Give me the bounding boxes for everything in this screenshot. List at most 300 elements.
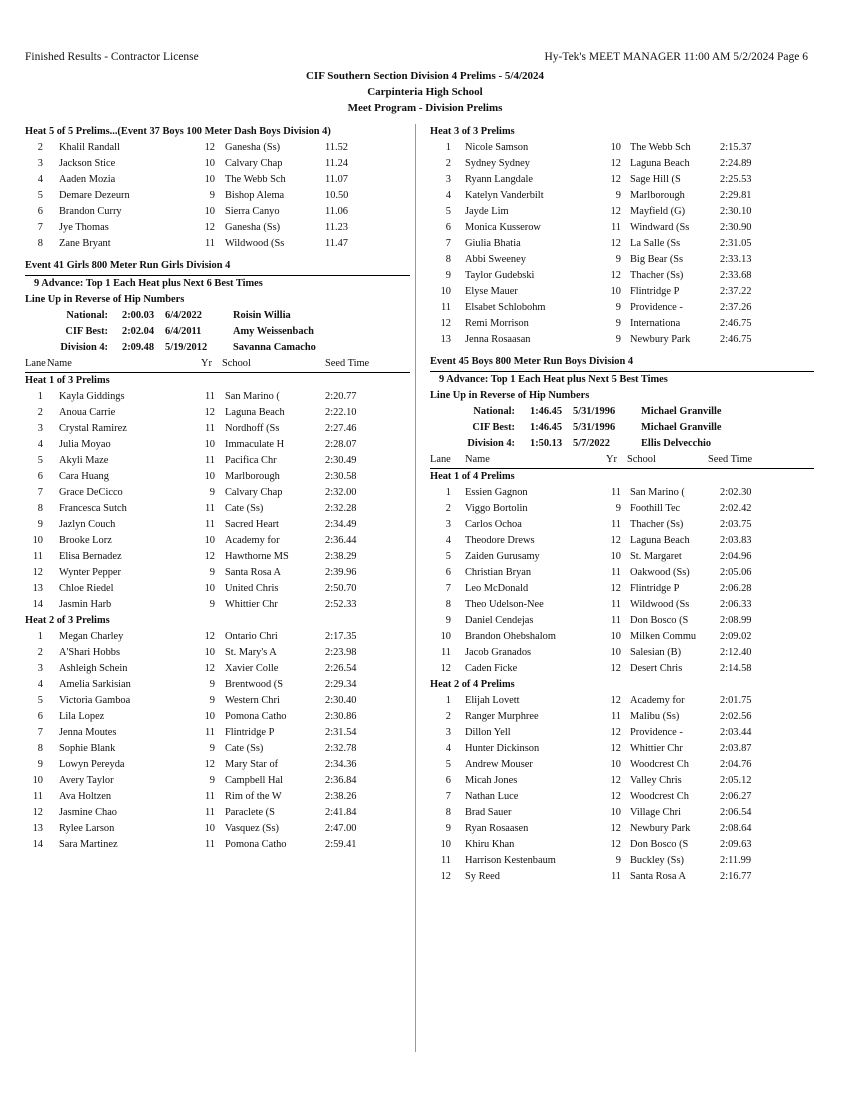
- athlete-name-cell: Viggo Bortolin: [465, 503, 528, 514]
- year-cell: 9: [209, 695, 215, 706]
- table-row: [430, 268, 814, 284]
- school-cell: Santa Rosa A: [630, 871, 686, 882]
- year-cell: 11: [610, 567, 621, 578]
- table-row: [25, 469, 410, 485]
- athlete-name-cell: Christian Bryan: [465, 567, 532, 578]
- school-cell: Don Bosco (S: [630, 615, 689, 626]
- school-cell: Ontario Chri: [225, 631, 278, 642]
- table-row: [25, 773, 410, 789]
- school-cell: Nordhoff (Ss: [225, 423, 280, 434]
- athlete-name-cell: Ryann Langdale: [465, 174, 533, 185]
- year-cell: 10: [204, 158, 215, 169]
- year-cell: 10: [204, 174, 215, 185]
- school-cell: Campbell Hal: [225, 775, 284, 786]
- year-cell: 12: [204, 759, 215, 770]
- table-row: [430, 853, 814, 869]
- athlete-name-cell: Sophie Blank: [59, 743, 116, 754]
- year-cell: 9: [615, 318, 621, 329]
- year-cell: 12: [610, 727, 621, 738]
- athlete-name-cell: Ranger Murphree: [465, 711, 539, 722]
- athlete-name-cell: Ryan Rosaasen: [465, 823, 529, 834]
- table-row: [430, 741, 814, 757]
- seed-time-cell: 2:09.02: [720, 631, 752, 642]
- athlete-name-cell: Victoria Gamboa: [59, 695, 131, 706]
- year-cell: 9: [615, 190, 621, 201]
- lane-cell: 13: [32, 583, 43, 594]
- athlete-name-cell: Wynter Pepper: [59, 567, 121, 578]
- seed-time-cell: 2:36.44: [325, 535, 357, 546]
- athlete-name-cell: Zaiden Gurusamy: [465, 551, 540, 562]
- meet-venue: Carpinteria High School: [367, 86, 483, 98]
- seed-time-cell: 2:27.46: [325, 423, 357, 434]
- school-cell: Laguna Beach: [630, 535, 690, 546]
- year-cell: 10: [610, 647, 621, 658]
- seed-time-cell: 2:34.49: [325, 519, 357, 530]
- column-headers: [25, 356, 410, 373]
- athlete-name-cell: Brandon Curry: [59, 206, 122, 217]
- athlete-name-cell: Lila Lopez: [59, 711, 105, 722]
- lane-cell: 4: [37, 439, 43, 450]
- lane-cell: 5: [445, 551, 451, 562]
- school-cell: Marlborough: [225, 471, 280, 482]
- seed-time-cell: 2:03.87: [720, 743, 752, 754]
- seed-time-cell: 2:09.63: [720, 839, 752, 850]
- seed-time-cell: 2:31.54: [325, 727, 357, 738]
- table-row: [25, 821, 410, 837]
- lane-cell: 12: [32, 807, 43, 818]
- lane-cell: 5: [37, 190, 43, 201]
- table-row: [25, 709, 410, 725]
- lane-cell: 7: [37, 727, 43, 738]
- results-table: [25, 629, 410, 853]
- seed-time-cell: 2:30.49: [325, 455, 357, 466]
- record-date: 5/31/1996: [573, 422, 616, 433]
- lane-cell: 10: [440, 286, 451, 297]
- lane-cell: 5: [37, 455, 43, 466]
- col-lane: Lane: [25, 358, 46, 369]
- year-cell: 11: [610, 487, 621, 498]
- record-label: CIF Best:: [472, 422, 515, 433]
- record-row: [25, 308, 410, 324]
- year-cell: 10: [204, 471, 215, 482]
- lane-cell: 11: [440, 647, 451, 658]
- table-row: [430, 517, 814, 533]
- record-date: 5/31/1996: [573, 406, 616, 417]
- year-cell: 12: [610, 695, 621, 706]
- year-cell: 11: [204, 238, 215, 249]
- school-cell: Sacred Heart: [225, 519, 279, 530]
- school-cell: Pomona Catho: [225, 711, 287, 722]
- year-cell: 12: [610, 823, 621, 834]
- year-cell: 9: [209, 487, 215, 498]
- lane-cell: 6: [445, 567, 451, 578]
- lane-cell: 8: [37, 503, 43, 514]
- seed-time-cell: 2:59.41: [325, 839, 357, 850]
- year-cell: 12: [204, 631, 215, 642]
- athlete-name-cell: Brandon Ohebshalom: [465, 631, 556, 642]
- lane-cell: 8: [37, 743, 43, 754]
- record-date: 6/4/2022: [165, 310, 202, 321]
- athlete-name-cell: Sara Martinez: [59, 839, 118, 850]
- lane-cell: 2: [445, 711, 451, 722]
- school-cell: Cate (Ss): [225, 503, 264, 514]
- table-row: [25, 741, 410, 757]
- athlete-name-cell: Lowyn Pereyda: [59, 759, 125, 770]
- lane-cell: 9: [445, 270, 451, 281]
- seed-time-cell: 2:29.81: [720, 190, 752, 201]
- seed-time-cell: 2:33.68: [720, 270, 752, 281]
- lane-cell: 7: [445, 583, 451, 594]
- athlete-name-cell: Jasmine Chao: [59, 807, 118, 818]
- seed-time-cell: 2:36.84: [325, 775, 357, 786]
- seed-time-cell: 2:05.12: [720, 775, 752, 786]
- school-cell: Santa Rosa A: [225, 567, 281, 578]
- athlete-name-cell: Katelyn Vanderbilt: [465, 190, 544, 201]
- record-label: Division 4:: [60, 342, 108, 353]
- col-school: School: [627, 454, 656, 465]
- table-row: [430, 789, 814, 805]
- year-cell: 12: [610, 270, 621, 281]
- lane-cell: 1: [445, 487, 451, 498]
- seed-time-cell: 2:30.10: [720, 206, 752, 217]
- athlete-name-cell: Crystal Ramirez: [59, 423, 127, 434]
- year-cell: 11: [204, 519, 215, 530]
- lane-cell: 14: [32, 599, 43, 610]
- seed-time-cell: 2:06.54: [720, 807, 752, 818]
- heat-header: Heat 1 of 4 Prelims: [430, 471, 515, 482]
- lane-cell: 10: [440, 839, 451, 850]
- seed-time-cell: 2:20.77: [325, 391, 357, 402]
- lane-cell: 10: [32, 535, 43, 546]
- col-yr: Yr: [606, 454, 617, 465]
- seed-time-cell: 2:34.36: [325, 759, 357, 770]
- school-cell: St. Mary's A: [225, 647, 277, 658]
- table-row: [25, 421, 410, 437]
- school-cell: Vasquez (Ss): [225, 823, 279, 834]
- athlete-name-cell: Elijah Lovett: [465, 695, 520, 706]
- school-cell: Malibu (Ss): [630, 711, 680, 722]
- table-row: [25, 565, 410, 581]
- seed-time-cell: 2:29.34: [325, 679, 357, 690]
- lane-cell: 1: [445, 695, 451, 706]
- school-cell: Western Chri: [225, 695, 280, 706]
- lane-cell: 8: [445, 599, 451, 610]
- athlete-name-cell: Nicole Samson: [465, 142, 529, 153]
- seed-time-cell: 2:04.96: [720, 551, 752, 562]
- results-table: [430, 140, 814, 348]
- seed-time-cell: 2:03.44: [720, 727, 752, 738]
- school-cell: United Chris: [225, 583, 279, 594]
- athlete-name-cell: Hunter Dickinson: [465, 743, 540, 754]
- table-row: [430, 773, 814, 789]
- seed-time-cell: 2:16.77: [720, 871, 752, 882]
- lane-cell: 10: [440, 631, 451, 642]
- seed-time-cell: 2:03.75: [720, 519, 752, 530]
- lane-cell: 1: [37, 631, 43, 642]
- lane-cell: 1: [445, 142, 451, 153]
- school-cell: Laguna Beach: [630, 158, 690, 169]
- seed-time-cell: 11.24: [325, 158, 348, 169]
- lane-cell: 3: [445, 519, 451, 530]
- lane-cell: 6: [445, 775, 451, 786]
- seed-time-cell: 2:30.86: [325, 711, 357, 722]
- record-date: 5/19/2012: [165, 342, 208, 353]
- record-mark: 2:00.03: [122, 310, 155, 321]
- athlete-name-cell: Dillon Yell: [465, 727, 511, 738]
- school-cell: Milken Commu: [630, 631, 697, 642]
- lane-cell: 3: [445, 727, 451, 738]
- school-cell: Windward (Ss: [630, 222, 690, 233]
- school-cell: Pacifica Chr: [225, 455, 277, 466]
- table-row: [430, 805, 814, 821]
- school-cell: Marlborough: [630, 190, 685, 201]
- seed-time-cell: 2:02.56: [720, 711, 752, 722]
- lane-cell: 2: [445, 503, 451, 514]
- year-cell: 9: [209, 599, 215, 610]
- lane-cell: 5: [445, 759, 451, 770]
- school-cell: Cate (Ss): [225, 743, 264, 754]
- athlete-name-cell: Chloe Riedel: [59, 583, 114, 594]
- year-cell: 11: [204, 455, 215, 466]
- lane-cell: 9: [445, 823, 451, 834]
- col-school: School: [222, 358, 251, 369]
- record-label: National:: [473, 406, 515, 417]
- year-cell: 11: [204, 839, 215, 850]
- records-block: [25, 308, 410, 356]
- seed-time-cell: 2:17.35: [325, 631, 357, 642]
- athlete-name-cell: Taylor Gudebski: [465, 270, 535, 281]
- athlete-name-cell: Carlos Ochoa: [465, 519, 522, 530]
- year-cell: 10: [610, 759, 621, 770]
- athlete-name-cell: A'Shari Hobbs: [59, 647, 121, 658]
- school-cell: Sage Hill (S: [630, 174, 681, 185]
- seed-time-cell: 2:11.99: [720, 855, 752, 866]
- seed-time-cell: 2:38.29: [325, 551, 357, 562]
- seed-time-cell: 2:01.75: [720, 695, 752, 706]
- year-cell: 9: [615, 503, 621, 514]
- year-cell: 12: [610, 583, 621, 594]
- table-row: [25, 533, 410, 549]
- seed-time-cell: 2:37.22: [720, 286, 752, 297]
- year-cell: 11: [204, 791, 215, 802]
- athlete-name-cell: Jye Thomas: [59, 222, 109, 233]
- record-row: [430, 436, 814, 452]
- lane-cell: 9: [37, 519, 43, 530]
- athlete-name-cell: Jazlyn Couch: [59, 519, 116, 530]
- advance-rule: 9 Advance: Top 1 Each Heat plus Next 5 Best Times: [439, 374, 668, 385]
- seed-time-cell: 2:31.05: [720, 238, 752, 249]
- school-cell: Buckley (Ss): [630, 855, 684, 866]
- lane-cell: 4: [37, 174, 43, 185]
- column-headers: [430, 452, 814, 469]
- athlete-name-cell: Demare Dezeurn: [59, 190, 130, 201]
- year-cell: 11: [610, 599, 621, 610]
- col-seed: Seed Time: [708, 454, 753, 465]
- year-cell: 9: [209, 743, 215, 754]
- school-cell: Foothill Tec: [630, 503, 681, 514]
- table-row: [430, 645, 814, 661]
- table-row: [430, 869, 814, 885]
- school-cell: Ganesha (Ss): [225, 222, 281, 233]
- table-row: [25, 661, 410, 677]
- year-cell: 12: [610, 238, 621, 249]
- seed-time-cell: 2:08.99: [720, 615, 752, 626]
- table-row: [25, 805, 410, 821]
- athlete-name-cell: Jacob Granados: [465, 647, 532, 658]
- table-row: [25, 581, 410, 597]
- year-cell: 10: [204, 535, 215, 546]
- seed-time-cell: 11.47: [325, 238, 348, 249]
- athlete-name-cell: Micah Jones: [465, 775, 518, 786]
- record-holder: Michael Granville: [641, 406, 722, 417]
- table-row: [430, 821, 814, 837]
- school-cell: Wildwood (Ss: [225, 238, 285, 249]
- seed-time-cell: 2:24.89: [720, 158, 752, 169]
- school-cell: Internationa: [630, 318, 681, 329]
- record-holder: Savanna Camacho: [233, 342, 316, 353]
- athlete-name-cell: Remi Morrison: [465, 318, 529, 329]
- year-cell: 10: [204, 647, 215, 658]
- right-column: [430, 124, 814, 885]
- athlete-name-cell: Elyse Mauer: [465, 286, 518, 297]
- seed-time-cell: 2:39.96: [325, 567, 357, 578]
- athlete-name-cell: Elisa Bernadez: [59, 551, 122, 562]
- table-row: [430, 172, 814, 188]
- seed-time-cell: 2:26.54: [325, 663, 357, 674]
- seed-time-cell: 2:41.84: [325, 807, 357, 818]
- lane-cell: 6: [445, 222, 451, 233]
- year-cell: 11: [204, 391, 215, 402]
- school-cell: Flintridge P: [630, 583, 680, 594]
- table-row: [430, 188, 814, 204]
- year-cell: 11: [610, 519, 621, 530]
- record-holder: Roisin Willia: [233, 310, 291, 321]
- lane-cell: 6: [37, 471, 43, 482]
- school-cell: Laguna Beach: [225, 407, 285, 418]
- school-cell: Rim of the W: [225, 791, 282, 802]
- col-yr: Yr: [201, 358, 212, 369]
- results-table: [430, 485, 814, 677]
- seed-time-cell: 2:22.10: [325, 407, 357, 418]
- table-row: [25, 837, 410, 853]
- school-cell: Ganesha (Ss): [225, 142, 281, 153]
- report-header-right: Hy-Tek's MEET MANAGER 11:00 AM 5/2/2024 Page 6: [544, 51, 808, 63]
- table-row: [430, 501, 814, 517]
- athlete-name-cell: Avery Taylor: [59, 775, 114, 786]
- seed-time-cell: 2:02.30: [720, 487, 752, 498]
- seed-time-cell: 2:05.06: [720, 567, 752, 578]
- table-row: [430, 156, 814, 172]
- table-row: [25, 629, 410, 645]
- seed-time-cell: 11.52: [325, 142, 348, 153]
- table-row: [25, 693, 410, 709]
- year-cell: 10: [610, 551, 621, 562]
- table-row: [430, 300, 814, 316]
- year-cell: 9: [209, 679, 215, 690]
- lane-cell: 2: [37, 647, 43, 658]
- lane-cell: 11: [440, 855, 451, 866]
- school-cell: Flintridge P: [630, 286, 680, 297]
- athlete-name-cell: Zane Bryant: [59, 238, 111, 249]
- year-cell: 9: [615, 855, 621, 866]
- athlete-name-cell: Theo Udelson-Nee: [465, 599, 544, 610]
- lane-cell: 11: [440, 302, 451, 313]
- lane-cell: 12: [440, 318, 451, 329]
- school-cell: Paraclete (S: [225, 807, 275, 818]
- school-cell: Thacher (Ss): [630, 519, 684, 530]
- athlete-name-cell: Jayde Lim: [465, 206, 509, 217]
- school-cell: Sierra Canyo: [225, 206, 280, 217]
- school-cell: Thacher (Ss): [630, 270, 684, 281]
- school-cell: Desert Chris: [630, 663, 683, 674]
- school-cell: Brentwood (S: [225, 679, 284, 690]
- meet-titles: [0, 68, 850, 116]
- table-row: [430, 284, 814, 300]
- heat-header: Heat 3 of 3 Prelims: [430, 126, 515, 137]
- lane-cell: 14: [32, 839, 43, 850]
- lane-cell: 12: [32, 567, 43, 578]
- seed-time-cell: 11.06: [325, 206, 348, 217]
- year-cell: 12: [610, 206, 621, 217]
- record-date: 5/7/2022: [573, 438, 610, 449]
- seed-time-cell: 2:30.40: [325, 695, 357, 706]
- seed-time-cell: 2:28.07: [325, 439, 357, 450]
- lane-cell: 3: [37, 158, 43, 169]
- year-cell: 9: [209, 190, 215, 201]
- year-cell: 9: [615, 334, 621, 345]
- athlete-name-cell: Khiru Khan: [465, 839, 515, 850]
- seed-time-cell: 2:50.70: [325, 583, 357, 594]
- athlete-name-cell: Francesca Sutch: [59, 503, 127, 514]
- year-cell: 11: [204, 503, 215, 514]
- table-row: [25, 597, 410, 613]
- school-cell: Flintridge P: [225, 727, 275, 738]
- seed-time-cell: 2:12.40: [720, 647, 752, 658]
- table-row: [25, 405, 410, 421]
- school-cell: Wildwood (Ss: [630, 599, 690, 610]
- lane-cell: 7: [37, 487, 43, 498]
- heat-header: Heat 1 of 3 Prelims: [25, 375, 110, 386]
- record-mark: 2:02.04: [122, 326, 155, 337]
- heat-header: Heat 2 of 4 Prelims: [430, 679, 515, 690]
- year-cell: 10: [610, 807, 621, 818]
- athlete-name-cell: Harrison Kestenbaum: [465, 855, 556, 866]
- col-seed: Seed Time: [325, 358, 370, 369]
- athlete-name-cell: Grace DeCicco: [59, 487, 123, 498]
- year-cell: 12: [610, 775, 621, 786]
- seed-time-cell: 2:03.83: [720, 535, 752, 546]
- record-holder: Amy Weissenbach: [233, 326, 314, 337]
- seed-time-cell: 2:46.75: [720, 334, 752, 345]
- lane-cell: 12: [440, 663, 451, 674]
- school-cell: Pomona Catho: [225, 839, 287, 850]
- athlete-name-cell: Leo McDonald: [465, 583, 529, 594]
- record-mark: 1:46.45: [530, 422, 563, 433]
- table-row: [430, 693, 814, 709]
- year-cell: 10: [610, 286, 621, 297]
- seed-time-cell: 2:33.13: [720, 254, 752, 265]
- col-lane: Lane: [430, 454, 451, 465]
- school-cell: Immaculate H: [225, 439, 285, 450]
- school-cell: Xavier Colle: [225, 663, 279, 674]
- school-cell: La Salle (Ss: [630, 238, 681, 249]
- table-row: [25, 389, 410, 405]
- seed-time-cell: 2:32.78: [325, 743, 357, 754]
- year-cell: 10: [610, 142, 621, 153]
- seed-time-cell: 2:32.28: [325, 503, 357, 514]
- lane-cell: 8: [37, 238, 43, 249]
- school-cell: Oakwood (Ss): [630, 567, 690, 578]
